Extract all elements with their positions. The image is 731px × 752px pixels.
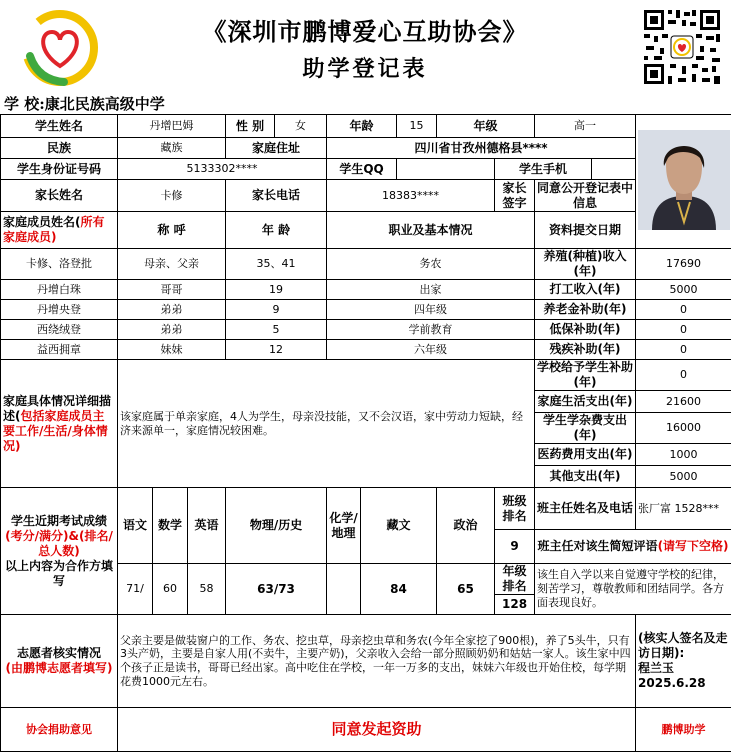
family-members-label: 家庭成员姓名(所有家庭成员) [1, 212, 118, 249]
table-row [1, 300, 731, 320]
table-row [1, 320, 731, 340]
subject-header: 藏文 [361, 488, 437, 564]
gender-label: 性 别 [226, 115, 275, 138]
opinion-label: 协会捐助意见 [1, 708, 118, 752]
grade-rank-label: 年级排名 [495, 564, 535, 595]
class-rank-label: 班级排名 [495, 488, 535, 530]
member-name: 丹增白珠 [1, 280, 118, 300]
id-label: 学生身份证号码 [1, 159, 118, 180]
parent-name: 卡修 [118, 180, 226, 212]
finance-value: 5000 [636, 466, 731, 488]
subject-header: 数学 [153, 488, 188, 564]
parent-phone-label: 家长电话 [226, 180, 327, 212]
member-relation: 弟弟 [118, 320, 226, 340]
member-age: 9 [226, 300, 327, 320]
gender-value: 女 [275, 115, 327, 138]
exam-label: 学生近期考试成绩 (考分/满分)&(排名/总人数) 以上内容为合作方填写 [1, 488, 118, 615]
finance-value: 0 [636, 340, 731, 360]
teacher-label: 班主任姓名及电话 [535, 488, 636, 530]
subject-header: 语文 [118, 488, 153, 564]
ethnic-value: 藏族 [118, 138, 226, 159]
comment-label: 班主任对该生简短评语(请写下空格) [535, 530, 731, 564]
student-photo-image [638, 130, 730, 230]
score-value: 71/ [118, 564, 153, 615]
subject-header: 英语 [188, 488, 226, 564]
member-name: 西绕绒登 [1, 320, 118, 340]
student-name-label: 学生姓名 [1, 115, 118, 138]
member-job: 务农 [327, 249, 535, 280]
parent-sign-label: 家长签字 [495, 180, 535, 212]
student-photo [636, 115, 731, 249]
finance-value: 0 [636, 300, 731, 320]
member-name: 益西拥章 [1, 340, 118, 360]
address-value: 四川省甘孜州德格县**** [327, 138, 636, 159]
score-value: 84 [361, 564, 437, 615]
qr-code-icon [641, 7, 723, 87]
opinion-value: 同意发起资助 [118, 708, 636, 752]
phone-value [592, 159, 636, 180]
volunteer-label: 志愿者核实情况 (由鹏博志愿者填写) [1, 615, 118, 708]
form-subtitle: 助学登记表 [155, 52, 575, 83]
age-label: 年龄 [327, 115, 397, 138]
table-row [1, 249, 731, 280]
submit-date-label: 资料提交日期 [535, 212, 636, 249]
school-name: 学 校:康北民族高级中学 [4, 93, 165, 114]
member-age: 19 [226, 280, 327, 300]
finance-label: 家庭生活支出(年) [535, 391, 636, 413]
finance-value: 21600 [636, 391, 731, 413]
grade-value: 高一 [535, 115, 636, 138]
member-job: 四年级 [327, 300, 535, 320]
table-row [1, 280, 731, 300]
grade-rank-value: 128 [495, 595, 535, 615]
finance-label: 打工收入(年) [535, 280, 636, 300]
situation-text: 该家庭属于单亲家庭，4人为学生，母亲没技能，又不会汉语，家中劳动力短缺，经济来源单一，家庭情况较困难。 [118, 360, 535, 488]
phone-label: 学生手机 [495, 159, 592, 180]
grade-label: 年级 [437, 115, 535, 138]
id-value: 5133302**** [118, 159, 327, 180]
subject-header: 化学/地理 [327, 488, 361, 564]
score-value: 58 [188, 564, 226, 615]
member-name: 卡修、洛登批 [1, 249, 118, 280]
ethnic-label: 民族 [1, 138, 118, 159]
member-relation: 母亲、父亲 [118, 249, 226, 280]
member-age: 12 [226, 340, 327, 360]
volunteer-text: 父亲主要是做装窗户的工作、务农、挖虫草，母亲挖虫草和务农(今年全家挖了900根)，养了5头牛，只有3头产奶，主要是自家人用(不卖牛，主要产奶)，父亲收入会给一部分照顾奶奶和姑姑一家人。该生家中四个孩子正是读书，哥哥已经出家。高中吃住在学校，一年一万多的支出，妹妹六年级也开始住校，每学期花费1000元左右。 [118, 615, 636, 708]
registration-table [0, 114, 731, 752]
qq-value [397, 159, 495, 180]
member-name: 丹增央登 [1, 300, 118, 320]
member-job: 学前教育 [327, 320, 535, 340]
parent-phone: 18383**** [327, 180, 495, 212]
finance-value: 0 [636, 320, 731, 340]
member-age: 35、41 [226, 249, 327, 280]
subject-header: 物理/历史 [226, 488, 327, 564]
score-value: 65 [437, 564, 495, 615]
table-row [1, 340, 731, 360]
address-label: 家庭住址 [226, 138, 327, 159]
qq-label: 学生QQ [327, 159, 397, 180]
member-relation: 弟弟 [118, 300, 226, 320]
finance-label: 学校给予学生补助(年) [535, 360, 636, 391]
finance-label: 学生学杂费支出(年) [535, 413, 636, 444]
subject-header: 政治 [437, 488, 495, 564]
form-header [0, 0, 731, 90]
finance-value: 5000 [636, 280, 731, 300]
class-rank-value: 9 [495, 530, 535, 564]
member-age: 5 [226, 320, 327, 340]
teacher-comment: 该生自入学以来自觉遵守学校的纪律，刻苦学习，尊敬教师和团结同学。各方面表现良好。 [535, 564, 731, 615]
score-value: 63/73 [226, 564, 327, 615]
heart-logo-icon [18, 8, 102, 88]
finance-label: 残疾补助(年) [535, 340, 636, 360]
parent-sign: 同意公开登记表中信息 [535, 180, 636, 212]
relation-header: 称 呼 [118, 212, 226, 249]
finance-value: 1000 [636, 444, 731, 466]
member-job: 出家 [327, 280, 535, 300]
age-value: 15 [397, 115, 437, 138]
situation-label: 家庭具体情况详细描述(包括家庭成员主要工作/生活/身体情况) [1, 360, 118, 488]
teacher-value: 张厂富 1528*** [636, 488, 731, 530]
finance-value: 0 [636, 360, 731, 391]
volunteer-sign: (核实人签名及走访日期): 程兰玉 2025.6.28 [636, 615, 731, 708]
org-name: 鹏博助学 [636, 708, 731, 752]
score-value: 60 [153, 564, 188, 615]
form-title: 《深圳市鹏博爱心互助协会》 [155, 12, 575, 47]
score-value [327, 564, 361, 615]
finance-label: 养殖(种植)收入(年) [535, 249, 636, 280]
finance-label: 其他支出(年) [535, 466, 636, 488]
member-job: 六年级 [327, 340, 535, 360]
student-name: 丹增巴姆 [118, 115, 226, 138]
member-relation: 哥哥 [118, 280, 226, 300]
job-header: 职业及基本情况 [327, 212, 535, 249]
age-header: 年 龄 [226, 212, 327, 249]
member-relation: 妹妹 [118, 340, 226, 360]
finance-value: 17690 [636, 249, 731, 280]
finance-label: 养老金补助(年) [535, 300, 636, 320]
finance-value: 16000 [636, 413, 731, 444]
finance-label: 医药费用支出(年) [535, 444, 636, 466]
parent-name-label: 家长姓名 [1, 180, 118, 212]
finance-label: 低保补助(年) [535, 320, 636, 340]
